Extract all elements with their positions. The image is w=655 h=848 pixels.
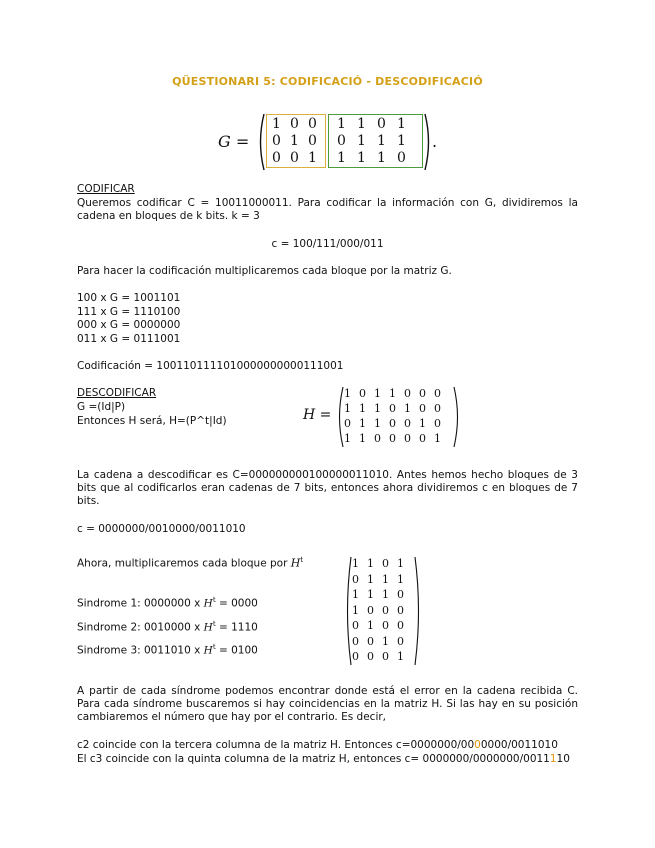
matrix-cell: 0 (359, 387, 366, 400)
matrix-cell: 1 (382, 572, 389, 586)
matrix-cell: 0 (404, 387, 411, 400)
syndrome-line: Sindrome 2: 0010000 x $H^t = 1110$ (77, 619, 258, 633)
matrix-cell: 1 (419, 417, 426, 430)
matrix-cell: 1 (352, 588, 359, 601)
matrix-cell: 0 (404, 432, 411, 445)
matrix-cell: 1 (377, 133, 386, 149)
corrected-bit: 0 (474, 739, 481, 751)
matrix-cell: 1 (382, 634, 389, 648)
matrix-row (270, 116, 325, 133)
matrix-cell: 0 (374, 432, 381, 445)
matrix-cell: 0 (352, 634, 359, 648)
matrix-row (270, 150, 325, 167)
codificar-products (77, 292, 180, 346)
multiply-instruction (77, 556, 303, 570)
g-form: G =(Id|P) (77, 401, 126, 413)
h-matrix-label: H = (303, 407, 332, 423)
matrix-row (351, 556, 411, 572)
matrix-cell: 1 (359, 432, 366, 445)
codificar-result: Codificación = 1001101111010000000000111001 (77, 360, 344, 372)
matrix-cell: 0 (434, 387, 441, 400)
matrix-row (343, 386, 448, 401)
matrix-row (351, 587, 411, 603)
matrix-cell: 0 (389, 432, 396, 445)
matrix-cell: 1 (397, 133, 406, 149)
matrix-cell: 0 (272, 150, 281, 166)
matrix-cell: 0 (404, 417, 411, 430)
matrix-row (343, 401, 448, 416)
matrix-cell: 0 (272, 133, 281, 149)
matrix-cell: 0 (337, 133, 346, 149)
matrix-cell: 0 (308, 133, 317, 149)
received-blocks: c = 0000000/0010000/0011010 (77, 523, 246, 535)
matrix-cell: 0 (367, 603, 374, 617)
matrix-cell: 1 (357, 150, 366, 166)
syndrome-line: Sindrome 1: 0000000 x $H^t = 0000$ (77, 596, 258, 610)
multiply-prefix: Ahora, multiplicaremos cada bloque por (77, 557, 288, 570)
matrix-cell: 0 (352, 650, 359, 663)
matrix-cell: 1 (374, 387, 381, 400)
matrix-row (351, 649, 411, 665)
matrix-cell: 1 (374, 417, 381, 430)
product-line: 111 x G = 1110100 (77, 305, 181, 318)
g-parity-block (328, 114, 423, 168)
matrix-cell: 0 (382, 619, 389, 632)
matrix-cell: 1 (337, 116, 346, 132)
matrix-cell: 0 (367, 634, 374, 648)
matrix-cell: 1 (344, 387, 351, 400)
matrix-row (335, 116, 422, 133)
matrix-cell: 1 (404, 402, 411, 415)
g-matrix-equation (218, 112, 448, 172)
matrix-cell: 1 (367, 572, 374, 586)
matrix-cell: 1 (377, 150, 386, 166)
codificar-blocks: c = 100/111/000/011 (271, 238, 384, 250)
matrix-cell: 0 (308, 116, 317, 132)
matrix-cell: 1 (290, 133, 299, 149)
g-identity-block (266, 114, 326, 168)
matrix-cell: 1 (367, 588, 374, 601)
matrix-cell: 1 (344, 432, 351, 445)
product-line: 011 x G = 0111001 (77, 332, 181, 345)
matrix-row (335, 133, 422, 150)
matrix-row (351, 618, 411, 634)
page-title: QÜESTIONARI 5: CODIFICACIÓ - DESCODIFICACIÓ (172, 75, 483, 88)
matrix-cell: 1 (359, 402, 366, 415)
codificar-intro: Queremos codificar C = 10011000011. Para codificar la información con G, dividiremos la cadena en bloques de k bits. k = 3 (77, 197, 578, 222)
ht-superscript: t (300, 556, 304, 564)
matrix-cell: 0 (419, 432, 426, 445)
matrix-cell: 0 (434, 417, 441, 430)
matrix-row (343, 431, 448, 446)
syndrome-line: Sindrome 3: 0011010 x $H^t = 0100$ (77, 643, 258, 657)
ht-matrix-body (351, 556, 411, 665)
matrix-cell: 0 (397, 588, 404, 601)
matrix-cell: 1 (359, 417, 366, 430)
matrix-cell: 0 (419, 387, 426, 400)
g-matrix-label: G = (218, 132, 250, 151)
ht-right-paren (414, 555, 422, 667)
matrix-cell: 1 (397, 557, 404, 570)
matrix-cell: 0 (344, 417, 351, 430)
matrix-cell: 0 (367, 650, 374, 663)
codificar-heading: CODIFICAR (77, 183, 135, 195)
matrix-cell: 1 (357, 133, 366, 149)
matrix-row (343, 416, 448, 431)
matrix-cell: 1 (434, 432, 441, 445)
matrix-cell: 1 (352, 557, 359, 570)
matrix-cell: 0 (389, 402, 396, 415)
matrix-cell: 0 (397, 150, 406, 166)
matrix-cell: 1 (397, 572, 404, 586)
matrix-cell: 0 (382, 603, 389, 617)
c3-correction: El c3 coincide con la quinta columna de la matriz H, entonces c= 0000000/0000000/0011110 (77, 753, 570, 765)
matrix-cell: 0 (290, 116, 299, 132)
matrix-cell: 0 (290, 150, 299, 166)
matrix-row (270, 133, 325, 150)
matrix-cell: 1 (374, 402, 381, 415)
h-matrix-equation (303, 385, 468, 450)
matrix-cell: 0 (397, 619, 404, 632)
matrix-row (351, 572, 411, 588)
matrix-cell: 1 (389, 387, 396, 400)
matrix-cell: 0 (389, 417, 396, 430)
corrected-bit: 1 (549, 753, 557, 765)
codificar-method: Para hacer la codificación multiplicaremos cada bloque por la matriz G. (77, 265, 452, 277)
matrix-row (335, 150, 422, 167)
matrix-cell: 0 (352, 619, 359, 632)
g-left-paren (256, 112, 266, 172)
matrix-cell: 0 (352, 572, 359, 586)
matrix-cell: 0 (382, 557, 389, 570)
ht-matrix (344, 555, 424, 667)
h-form: Entonces H será, H=(P^t|Id) (77, 415, 227, 427)
matrix-cell: 1 (367, 557, 374, 570)
matrix-cell: 1 (382, 588, 389, 601)
matrix-row (351, 603, 411, 619)
matrix-cell: 1 (357, 116, 366, 132)
matrix-cell: 1 (344, 402, 351, 415)
matrix-cell: 1 (272, 116, 281, 132)
product-line: 000 x G = 0000000 (77, 319, 181, 331)
matrix-cell: 0 (382, 650, 389, 663)
matrix-cell: 0 (397, 603, 404, 617)
ht-symbol: H (290, 556, 301, 570)
matrix-cell: 1 (397, 650, 404, 663)
product-line: 100 x G = 1001101 (77, 292, 181, 304)
matrix-cell: 1 (352, 603, 359, 617)
matrix-cell: 0 (377, 116, 386, 132)
matrix-cell: 1 (308, 150, 317, 166)
h-matrix-body (343, 386, 448, 446)
matrix-cell: 0 (419, 402, 426, 415)
descodificar-heading: DESCODIFICAR (77, 387, 157, 399)
matrix-cell: 1 (367, 619, 374, 632)
c2-correction: c2 coincide con la tercera columna de la matriz H. Entonces c=0000000/0000000/0011010 (77, 739, 558, 751)
h-right-paren (453, 385, 461, 449)
matrix-cell: 1 (337, 150, 346, 166)
matrix-cell: 0 (397, 634, 404, 648)
received-paragraph: La cadena a descodificar es C=000000000100000011010. Antes hemos hecho bloques de 3 bits que al codificarlos eran cadenas de 7 bits, entonces ahora dividiremos c en bloques de 7 bits. (77, 469, 578, 507)
explanation-paragraph: A partir de cada síndrome podemos encontrar donde está el error en la cadena recibida C. Para cada síndrome buscaremos si hay coincidencias en la matriz H. Si las hay en su posición cambiaremos el número que hay por el contrario. Es decir, (77, 685, 578, 723)
matrix-cell: 0 (434, 402, 441, 415)
matrix-cell: 1 (397, 116, 406, 132)
g-matrix-period: . (432, 132, 438, 151)
syndrome-list (77, 590, 258, 661)
matrix-row (351, 634, 411, 650)
